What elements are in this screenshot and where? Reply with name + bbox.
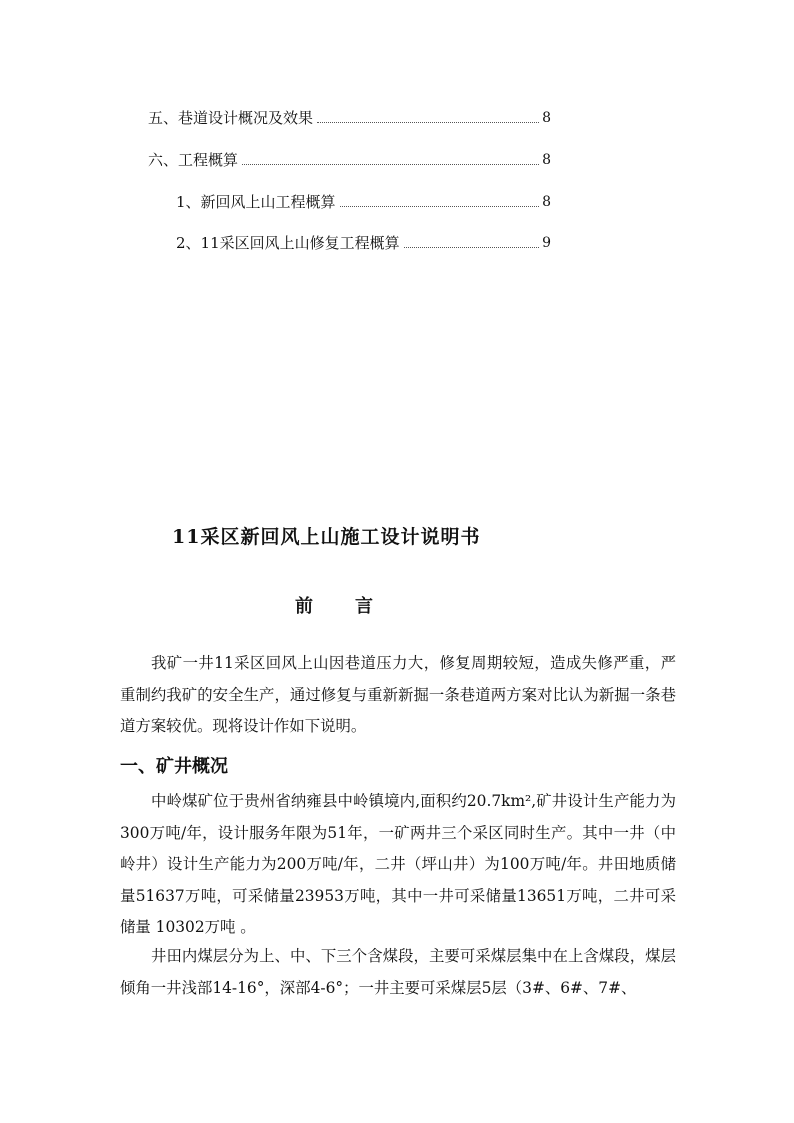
mine-overview-paragraph-2: 井田内煤层分为上、中、下三个含煤段，主要可采煤层集中在上含煤段，煤层倾角一井浅部14-16°，深部4-6°；一井主要可采煤层5层（3#、6#、7#、 xyxy=(120,947,676,997)
section-heading-mine-overview: 一、矿井概况 xyxy=(120,756,228,777)
toc-entry-6[interactable] xyxy=(148,148,551,170)
toc-leader-dots xyxy=(317,121,539,123)
toc-entry-5[interactable] xyxy=(148,106,551,128)
toc-entry-6-1[interactable] xyxy=(176,190,551,212)
toc-entry-text: 六、工程概算 xyxy=(148,151,239,169)
toc-entry-6-2[interactable] xyxy=(176,231,551,253)
preface-paragraph: 我矿一井11采区回风上山因巷道压力大，修复周期较短，造成失修严重，严重制约我矿的安全生产，通过修复与重新新掘一条巷道两方案对比认为新掘一条巷道方案较优。现将设计作如下说明。 xyxy=(120,654,676,735)
toc-page-number: 8 xyxy=(542,194,551,210)
toc-entry-text: 1、新回风上山工程概算 xyxy=(176,193,336,211)
toc-entry-text: 2、11采区回风上山修复工程概算 xyxy=(176,234,400,252)
toc-entry-text: 五、巷道设计概况及效果 xyxy=(148,109,314,127)
preface-heading-char-2: 言 xyxy=(355,596,375,617)
toc-leader-dots xyxy=(404,246,539,248)
toc-leader-dots xyxy=(242,163,539,165)
toc-leader-dots xyxy=(340,205,540,207)
toc-page-number: 9 xyxy=(542,235,551,251)
preface-heading-char-1: 前 xyxy=(295,596,315,617)
document-title: 11采区新回风上山施工设计说明书 xyxy=(172,526,481,548)
toc-page-number: 8 xyxy=(542,110,551,126)
toc-page-number: 8 xyxy=(542,152,551,168)
preface-heading xyxy=(295,592,375,618)
mine-overview-paragraph-1: 中岭煤矿位于贵州省纳雍县中岭镇境内,面积约20.7km²,矿井设计生产能力为300万吨/年，设计服务年限为51年，一矿两井三个采区同时生产。其中一井（中岭井）设计生产能力为200万吨/年，二井（坪山井）为100万吨/年。井田地质储量51637万吨，可采储量23953万吨，其中一井可采储量13651万吨，二井可采储量 10302万吨 。 xyxy=(120,792,676,936)
